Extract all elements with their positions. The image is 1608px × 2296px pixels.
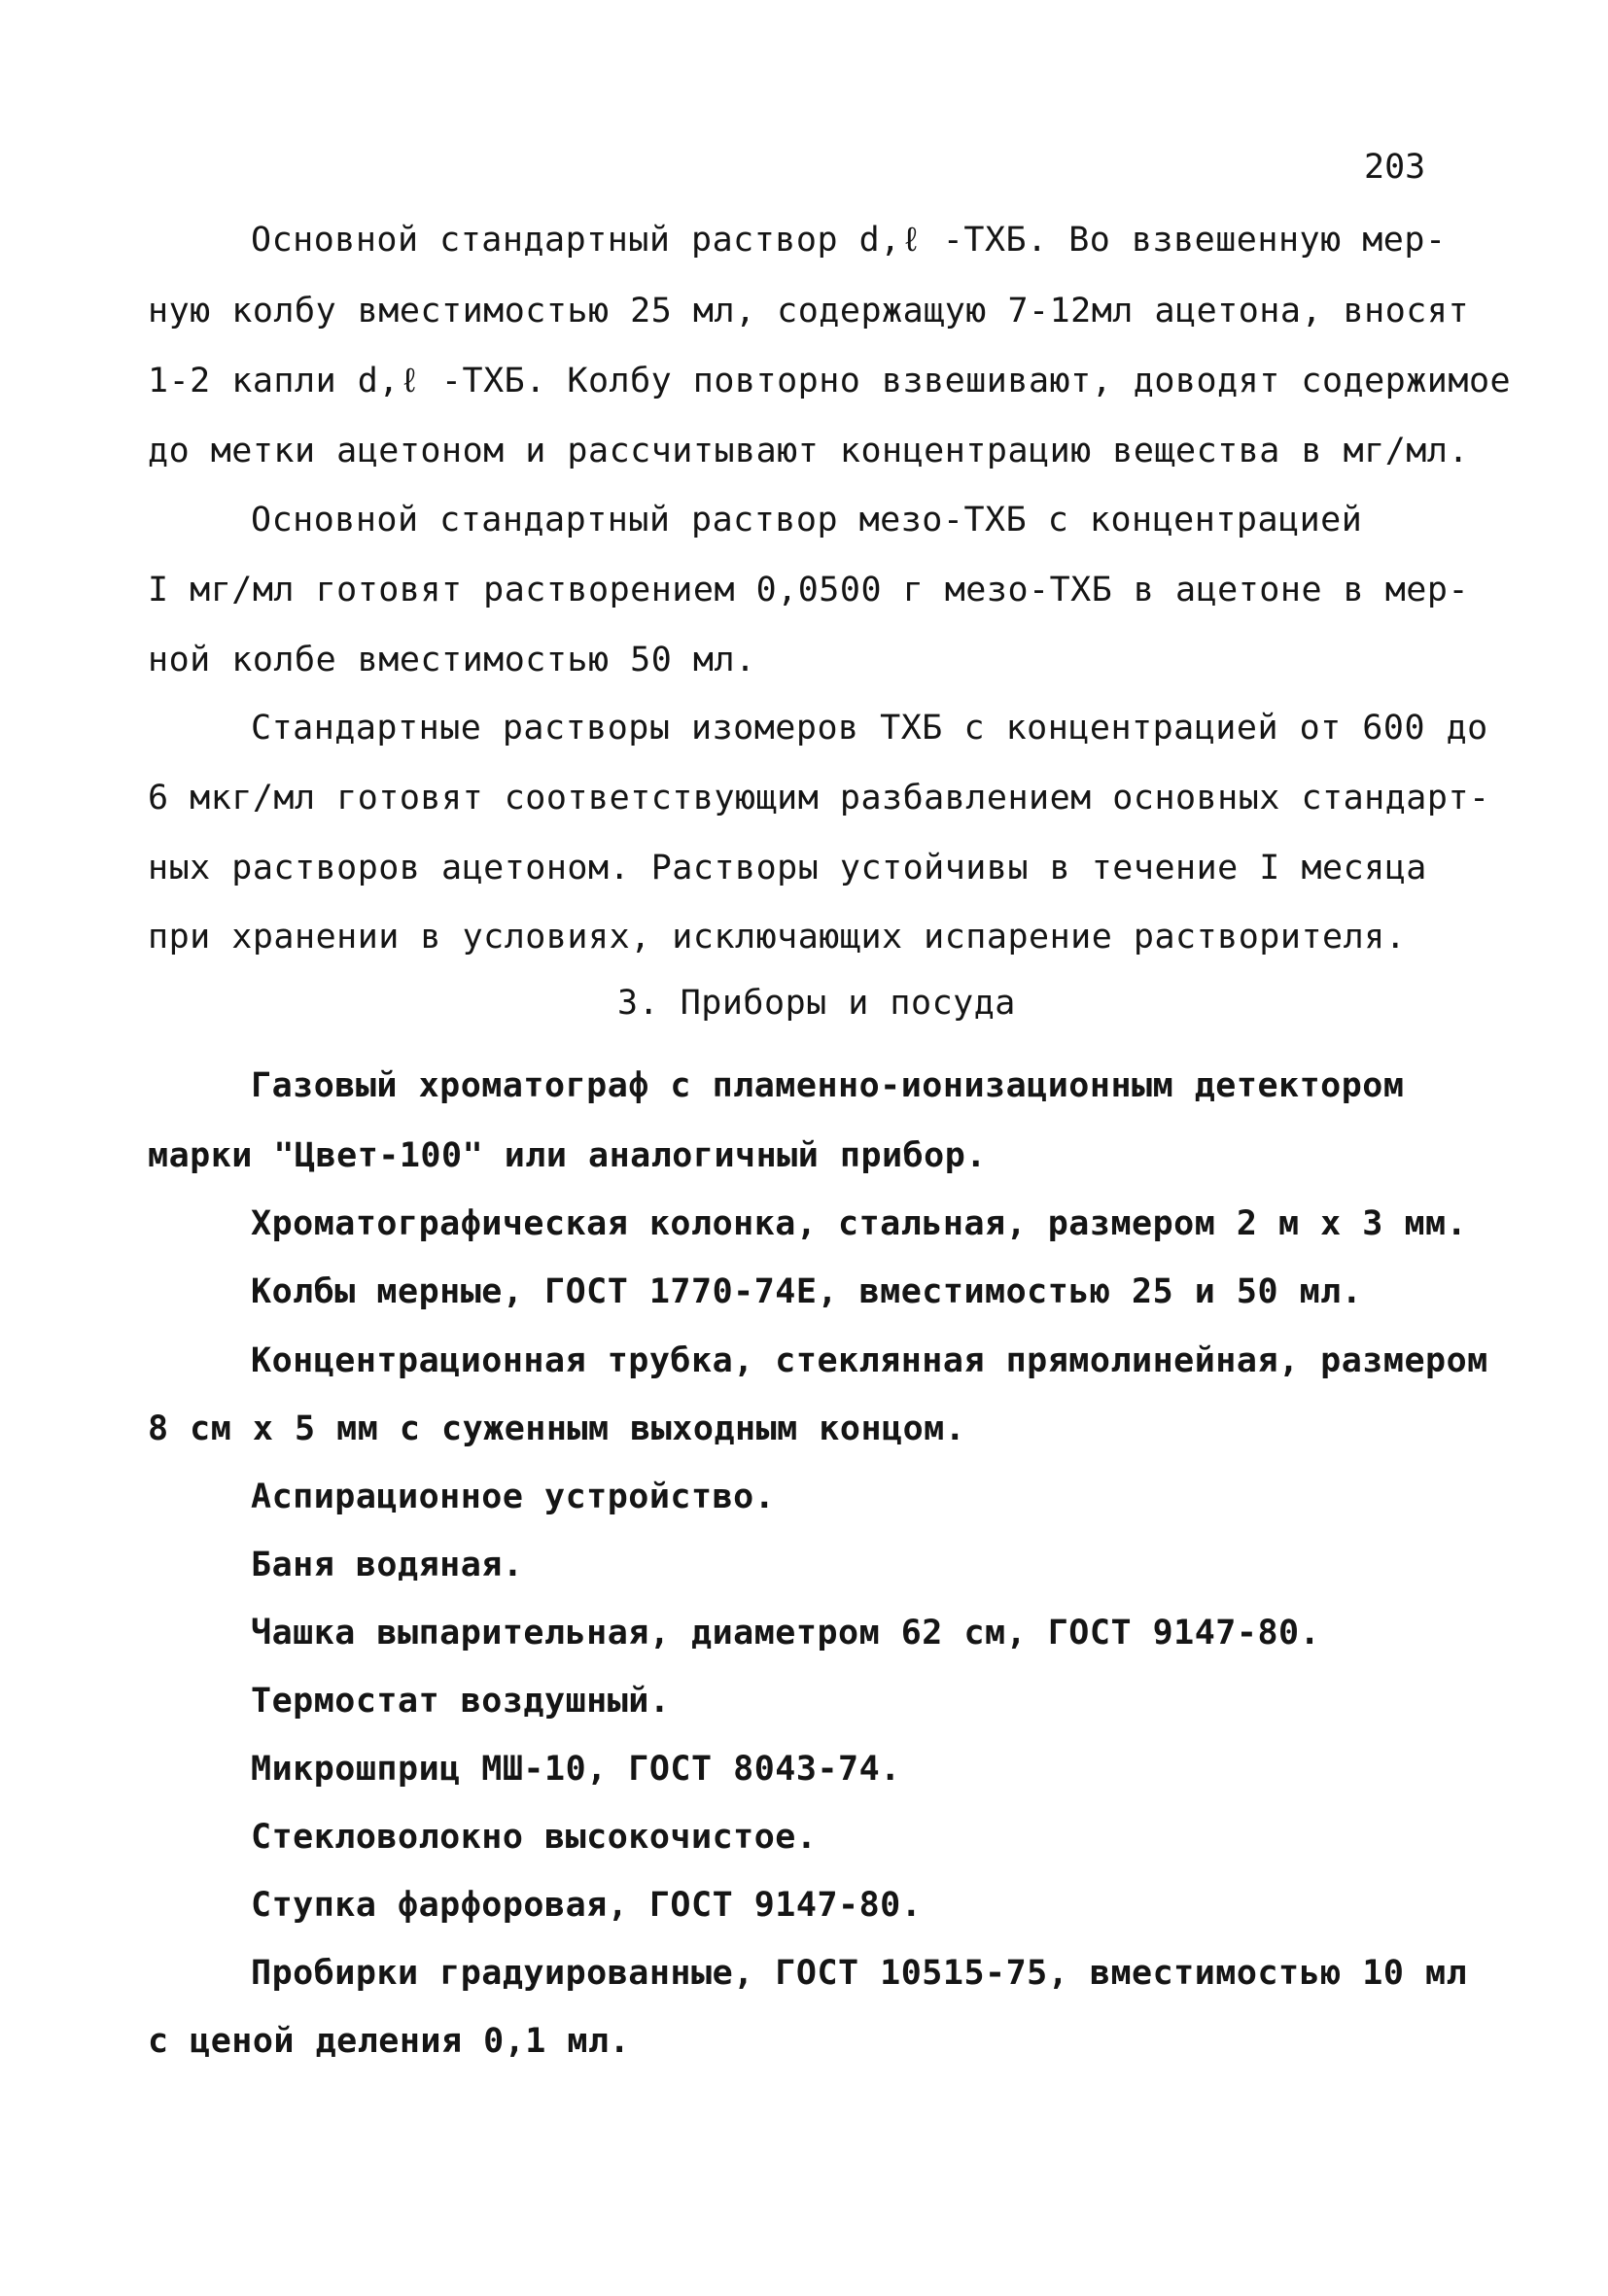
equipment-line: Концентрационная трубка, стеклянная прямолинейная, размером xyxy=(251,1341,1488,1380)
paragraph-line: 1-2 капли d,ℓ -ТХБ. Колбу повторно взвешивают, доводят содержимое xyxy=(148,362,1512,400)
equipment-line: Ступка фарфоровая, ГОСТ 9147-80. xyxy=(251,1886,923,1925)
equipment-line: Стекловолокно высокочистое. xyxy=(251,1818,818,1857)
equipment-line: Термостат воздушный. xyxy=(251,1682,671,1721)
paragraph-line: при хранении в условиях, исключающих испарение растворителя. xyxy=(148,918,1407,957)
paragraph-line: 6 мкг/мл готовят соответствующим разбавлением основных стандарт- xyxy=(148,779,1490,818)
paragraph-line: до метки ацетоном и рассчитывают концентрацию вещества в мг/мл. xyxy=(148,432,1470,470)
equipment-line: Баня водяная. xyxy=(251,1546,524,1584)
equipment-line: марки "Цвет-100" или аналогичный прибор. xyxy=(148,1136,987,1175)
equipment-line: Пробирки градуированные, ГОСТ 10515-75, вместимостью 10 мл xyxy=(251,1954,1468,1993)
equipment-line: Газовый хроматограф с пламенно-ионизационным детектором xyxy=(251,1066,1405,1105)
paragraph-line: ных растворов ацетоном. Растворы устойчивы в течение I месяца xyxy=(148,849,1427,887)
equipment-line: Микрошприц МШ-10, ГОСТ 8043-74. xyxy=(251,1750,901,1789)
section-heading: 3. Приборы и посуда xyxy=(617,984,1016,1023)
equipment-line: Хроматографическая колонка, стальная, размером 2 м х 3 мм. xyxy=(251,1204,1468,1243)
paragraph-line: I мг/мл готовят растворением 0,0500 г мезо-ТХБ в ацетоне в мер- xyxy=(148,571,1470,609)
paragraph-line: ную колбу вместимостью 25 мл, содержащую 7-12мл ацетона, вносят xyxy=(148,292,1470,330)
paragraph-line: Стандартные растворы изомеров ТХБ с концентрацией от 600 до xyxy=(251,709,1488,748)
equipment-line: с ценой деления 0,1 мл. xyxy=(148,2022,631,2061)
equipment-line: Колбы мерные, ГОСТ 1770-74Е, вместимостью 25 и 50 мл. xyxy=(251,1272,1363,1311)
equipment-line: 8 см х 5 мм с суженным выходным концом. xyxy=(148,1409,966,1448)
equipment-line: Аспирационное устройство. xyxy=(251,1478,776,1516)
equipment-line: Чашка выпарительная, диаметром 62 см, ГОСТ 9147-80. xyxy=(251,1614,1321,1652)
page-number: 203 xyxy=(1364,148,1426,187)
paragraph-line: Основной стандартный раствор мезо-ТХБ с концентрацией xyxy=(251,501,1363,539)
paragraph-line: Основной стандартный раствор d,ℓ -ТХБ. Во взвешенную мер- xyxy=(251,221,1447,260)
paragraph-line: ной колбе вместимостью 50 мл. xyxy=(148,641,756,679)
